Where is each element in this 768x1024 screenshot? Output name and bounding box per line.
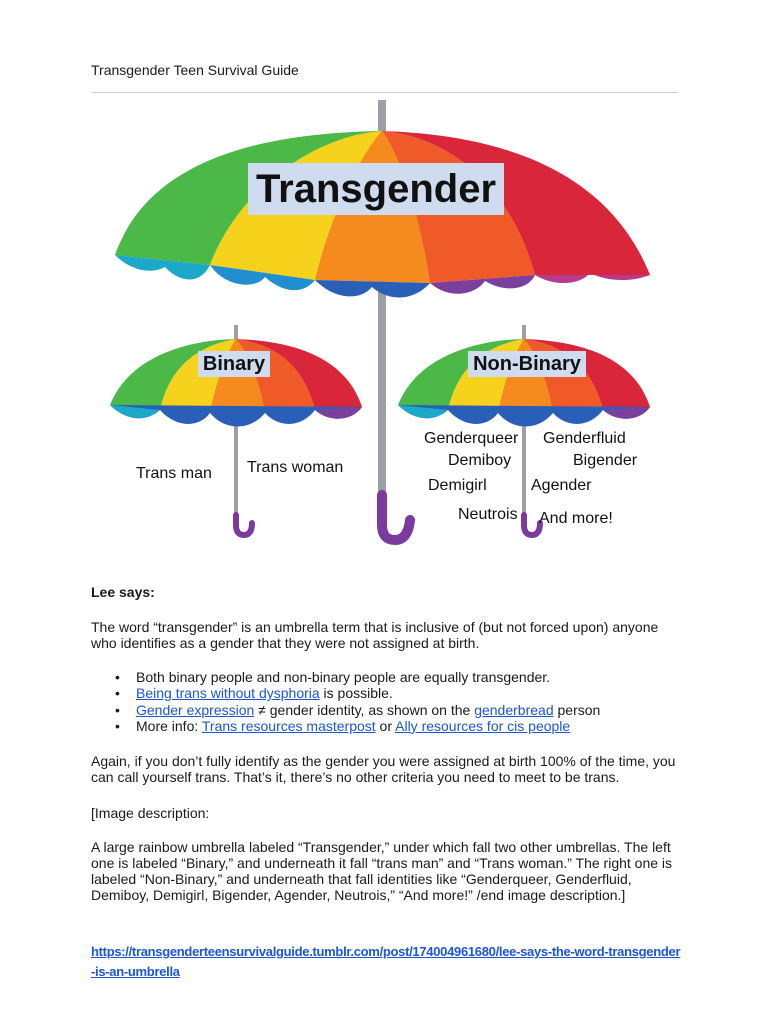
ally-resources-link[interactable]: Ally resources for cis people (395, 717, 571, 734)
again-paragraph: Again, if you don’t fully identify as the gender you were assigned at birth 100% of the time, you can call yourself trans. That’s it, there’s no other criteria you need to meet to be trans. (91, 753, 676, 785)
list-item (136, 702, 696, 718)
identity-agender: Agender (531, 477, 592, 494)
header-divider (91, 92, 678, 93)
umbrella-figure (90, 95, 680, 555)
list-item (136, 669, 696, 685)
binary-label: Binary (198, 351, 270, 377)
list-item (136, 718, 696, 734)
intro-paragraph: The word “transgender” is an umbrella term that is inclusive of (but not forced upon) anyone who identifies as a gender that they were not assigned at birth. (91, 619, 659, 651)
bullet-text: More info: (136, 717, 202, 734)
image-description: A large rainbow umbrella labeled “Transgender,” under which fall two other umbrellas. The left one is labeled “Binary,” and underneath it fall “trans man” and “Trans woman.” The right one is labeled “Non-Binary,” and underneath that fall identities like “Genderqueer, Genderfluid, Demiboy, Demigirl, Bigender, Agender, Neutrois,” “And more!” /end image description.] (91, 839, 673, 903)
image-description-open: [Image description: (91, 805, 210, 821)
bullet-text: Both binary people and non-binary people are equally transgender. (136, 669, 551, 685)
document-title: Transgender Teen Survival Guide (91, 62, 299, 78)
identity-bigender: Bigender (573, 452, 638, 469)
bullet-text: ≠ gender identity, as shown on the (254, 701, 475, 718)
bullet-text: person (553, 701, 601, 718)
gender-expression-link[interactable]: Gender expression (136, 701, 255, 718)
identity-and-more: And more! (539, 510, 613, 527)
bullet-text: is possible. (319, 685, 393, 702)
nonbinary-label: Non-Binary (468, 351, 586, 377)
post-heading: Lee says: (91, 584, 155, 600)
list-item (136, 685, 696, 701)
dysphoria-link[interactable]: Being trans without dysphoria (136, 685, 320, 702)
identity-genderfluid: Genderfluid (543, 430, 626, 447)
identity-neutrois: Neutrois (458, 506, 518, 523)
identity-trans-man: Trans man (136, 465, 212, 482)
bullet-text: or (375, 717, 396, 734)
transgender-label: Transgender (248, 163, 504, 215)
identity-demiboy: Demiboy (448, 452, 512, 469)
identity-trans-woman: Trans woman (247, 459, 344, 476)
trans-resources-link[interactable]: Trans resources masterpost (201, 717, 376, 734)
genderbread-link[interactable]: genderbread (474, 701, 554, 718)
identity-genderqueer: Genderqueer (424, 430, 519, 447)
bullet-list (91, 669, 696, 734)
source-url-link[interactable]: https://transgenderteensurvivalguide.tumblr.com/post/174004961680/lee-says-the-word-transgender-is-an-umbrella (91, 944, 681, 979)
identity-demigirl: Demigirl (428, 477, 487, 494)
